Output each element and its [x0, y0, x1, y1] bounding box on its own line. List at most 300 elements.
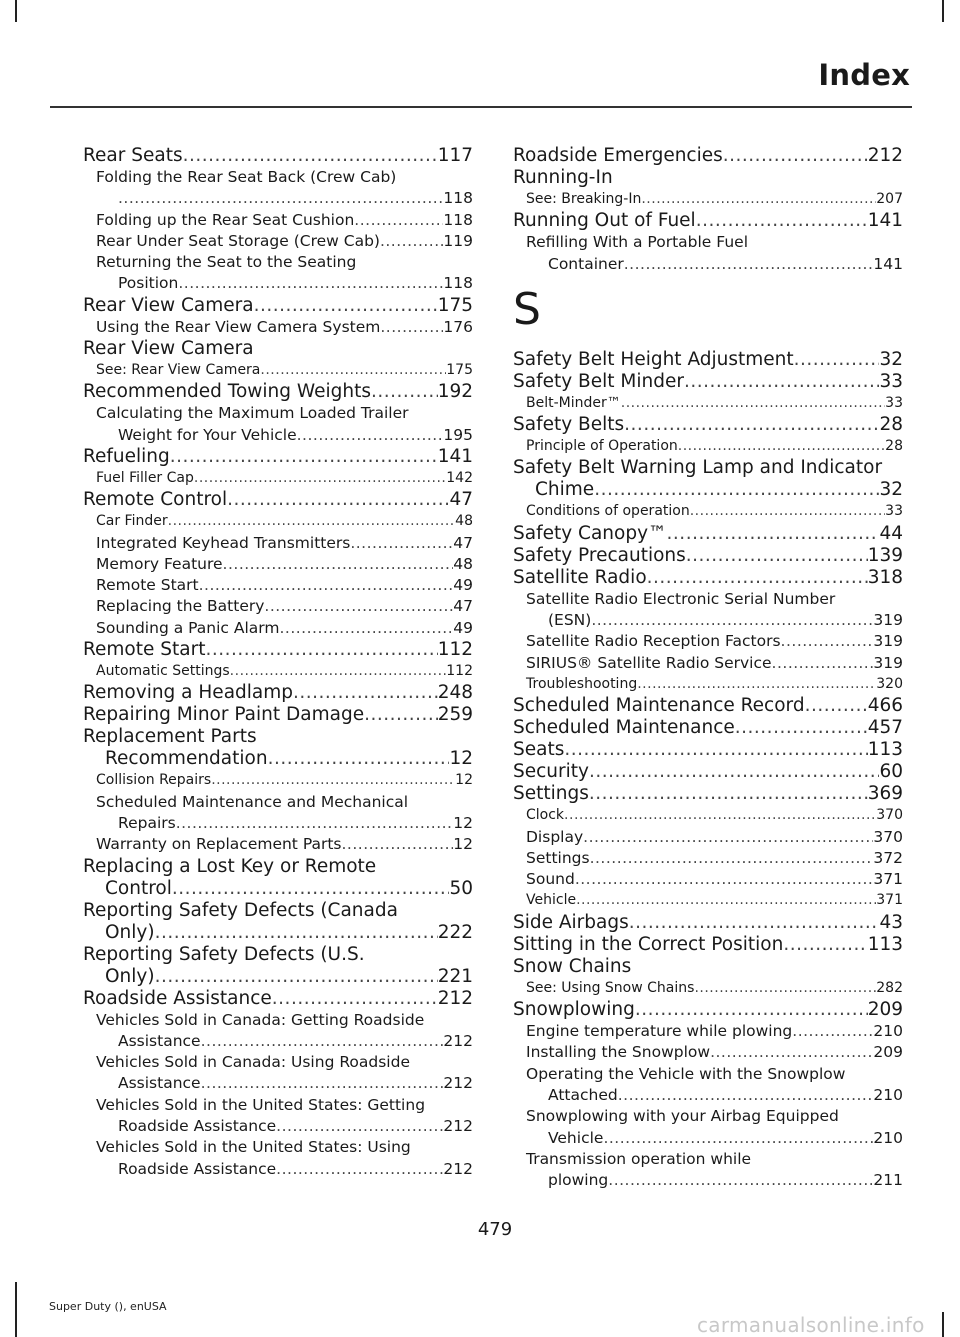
- entry-title: See: Using Snow Chains: [526, 979, 695, 996]
- entry-title: Remote Start: [96, 576, 199, 595]
- index-entry: [513, 210, 903, 232]
- entry-page-number: 248: [437, 682, 473, 704]
- entry-page-number: 175: [446, 362, 473, 379]
- index-subentry: [513, 1042, 903, 1063]
- dot-leader: [629, 912, 880, 934]
- dot-leader: [805, 695, 868, 717]
- entry-page-number: 210: [873, 1085, 903, 1104]
- index-subentry-text: Operating the Vehicle with the Snowplow: [526, 1064, 846, 1083]
- entry-page-number: 192: [437, 381, 473, 403]
- index-subentry: [513, 653, 903, 674]
- index-subentry: [83, 1031, 473, 1052]
- dot-leader: [618, 1085, 874, 1106]
- entry-title: Clock: [526, 807, 565, 824]
- dot-leader: [575, 869, 874, 890]
- index-subentry: [83, 596, 473, 617]
- entry-title: Scheduled Maintenance: [513, 717, 735, 739]
- dot-leader: [170, 446, 438, 468]
- dot-leader: [589, 783, 868, 805]
- entry-page-number: 48: [453, 554, 473, 573]
- entry-title: Seats: [513, 739, 565, 761]
- index-entry: [83, 639, 473, 661]
- index-subentry: [83, 210, 473, 231]
- index-subentry-text: Vehicles Sold in the United States: Using: [96, 1138, 411, 1157]
- dot-leader: [772, 653, 874, 674]
- dot-leader: [781, 631, 874, 652]
- entry-title: Troubleshooting: [526, 675, 638, 692]
- entry-title: Position: [118, 274, 179, 293]
- dot-leader: [364, 704, 438, 726]
- dot-leader: [260, 360, 446, 381]
- page-title: Index: [818, 58, 910, 92]
- dot-leader: [371, 381, 438, 403]
- dot-leader: [168, 511, 456, 532]
- dot-leader: [223, 554, 454, 575]
- index-heading: Reporting Safety Defects (U.S.: [83, 943, 365, 965]
- dot-leader: [576, 890, 876, 911]
- entry-page-number: 466: [867, 695, 903, 717]
- index-entry: [513, 695, 903, 717]
- index-subentry: [513, 436, 903, 457]
- entry-title: Settings: [526, 848, 590, 867]
- entry-title: Removing a Headlamp: [83, 682, 294, 704]
- entry-page-number: 370: [876, 807, 903, 824]
- entry-title: Engine temperature while plowing: [526, 1022, 793, 1041]
- entry-title: Vehicle: [548, 1128, 604, 1147]
- dot-leader: [723, 145, 868, 167]
- dot-leader: [268, 748, 450, 770]
- entry-page-number: 212: [867, 145, 903, 166]
- entry-page-number: 12: [453, 835, 473, 854]
- entry-page-number: 212: [443, 1117, 473, 1136]
- dot-leader: [380, 231, 443, 252]
- entry-page-number: 369: [867, 783, 903, 805]
- entry-page-number: 212: [443, 1159, 473, 1178]
- entry-title: Recommendation: [105, 748, 268, 770]
- entry-page-number: 112: [446, 663, 473, 680]
- entry-title: Roadside Assistance: [118, 1117, 277, 1136]
- entry-title: SIRIUS® Satellite Radio Service: [526, 653, 772, 672]
- entry-title: Installing the Snowplow: [526, 1043, 711, 1062]
- entry-title: Snowplowing: [513, 999, 635, 1021]
- entry-title: Sitting in the Correct Position: [513, 933, 784, 955]
- index-entry: [513, 145, 903, 167]
- entry-page-number: 118: [443, 189, 473, 208]
- dot-leader: [201, 1073, 444, 1094]
- entry-title: See: Breaking-In: [526, 191, 642, 207]
- index-subentry: [513, 978, 903, 999]
- index-entry: [83, 988, 473, 1010]
- entry-title: Rear Under Seat Storage (Crew Cab): [96, 231, 380, 250]
- index-entry: [513, 999, 903, 1021]
- index-entry: [513, 545, 903, 567]
- crop-mark-bottom-right: [942, 1312, 944, 1337]
- index-entry: [513, 479, 903, 501]
- dot-leader: [667, 523, 880, 545]
- dot-leader: [589, 761, 879, 783]
- index-subentry: [83, 188, 473, 209]
- dot-leader: [564, 805, 876, 826]
- dot-leader: [792, 1021, 873, 1042]
- index-subentry: [513, 631, 903, 652]
- index-subentry: [513, 1128, 903, 1149]
- index-subentry-text: Scheduled Maintenance and Mechanical: [96, 792, 409, 811]
- entry-page-number: 282: [876, 979, 903, 996]
- index-entry: [513, 523, 903, 545]
- entry-page-number: 33: [885, 394, 903, 411]
- index-entry: [83, 381, 473, 403]
- entry-page-number: 212: [443, 1031, 473, 1050]
- entry-title: Sounding a Panic Alarm: [96, 618, 280, 637]
- dot-leader: [155, 922, 438, 944]
- entry-page-number: 141: [867, 210, 903, 232]
- index-subentry: [83, 231, 473, 252]
- index-entry: [83, 922, 473, 944]
- entry-page-number: 141: [873, 254, 903, 273]
- entry-page-number: 32: [879, 479, 903, 501]
- entry-page-number: 60: [879, 761, 903, 783]
- index-subentry: [83, 317, 473, 338]
- dot-leader: [293, 682, 438, 704]
- dot-leader: [264, 596, 453, 617]
- entry-page-number: 118: [443, 210, 473, 229]
- entry-title: Container: [548, 254, 624, 273]
- dot-leader: [380, 317, 443, 338]
- dot-leader: [183, 145, 438, 167]
- entry-page-number: 113: [867, 739, 903, 761]
- entry-page-number: 44: [879, 522, 903, 544]
- entry-title: Folding up the Rear Seat Cushion: [96, 210, 355, 229]
- entry-page-number: 318: [867, 566, 903, 588]
- dot-leader: [205, 639, 437, 661]
- index-entry: [513, 349, 903, 371]
- entry-title: Collision Repairs: [96, 772, 212, 789]
- dot-leader: [637, 674, 876, 695]
- index-subentry: [83, 1116, 473, 1137]
- entry-page-number: 12: [449, 748, 473, 770]
- index-heading: Rear View Camera: [83, 338, 254, 360]
- dot-leader: [647, 567, 868, 589]
- index-subentry: [513, 610, 903, 631]
- dot-leader: [690, 501, 885, 522]
- entry-title: Roadside Assistance: [118, 1159, 277, 1178]
- entry-page-number: 175: [437, 294, 473, 316]
- index-subentry: [83, 813, 473, 834]
- watermark: carmanualsonline.info: [697, 1313, 925, 1337]
- index-subentry: [83, 511, 473, 532]
- dot-leader: [694, 978, 876, 999]
- dot-leader: [583, 827, 873, 848]
- entry-title: Roadside Emergencies: [513, 145, 723, 166]
- dot-leader: [590, 848, 874, 869]
- footer-edition: Super Duty (), enUSA: [49, 1300, 167, 1313]
- dot-leader: [155, 966, 438, 988]
- entry-page-number: 112: [437, 639, 473, 661]
- entry-title: Automatic Settings: [96, 663, 230, 680]
- dot-leader: [564, 739, 867, 761]
- entry-page-number: 28: [885, 438, 903, 455]
- entry-title: plowing: [548, 1171, 609, 1190]
- entry-page-number: 457: [867, 717, 903, 739]
- index-subentry: [513, 805, 903, 826]
- index-entry: [83, 682, 473, 704]
- entry-page-number: 210: [873, 1022, 903, 1041]
- index-subentry: [83, 273, 473, 294]
- entry-page-number: 259: [437, 704, 473, 726]
- index-subentry-text: Vehicles Sold in the United States: Getting: [96, 1095, 426, 1114]
- entry-title: See: Rear View Camera: [96, 362, 261, 379]
- index-subentry-text: Transmission operation while: [526, 1149, 752, 1168]
- entry-page-number: 43: [879, 911, 903, 933]
- dot-leader: [608, 1170, 873, 1191]
- entry-page-number: 222: [437, 921, 473, 943]
- index-subentry: [83, 1073, 473, 1094]
- entry-page-number: 207: [876, 191, 903, 207]
- index-entry: [513, 739, 903, 761]
- index-subentry: [83, 661, 473, 682]
- index-subentry: [83, 1159, 473, 1180]
- entry-page-number: 141: [437, 445, 473, 467]
- index-entry: [513, 567, 903, 589]
- entry-title: Safety Precautions: [513, 544, 686, 566]
- index-entry: [83, 748, 473, 770]
- index-entry: [513, 371, 903, 393]
- dot-leader: [641, 189, 876, 210]
- entry-page-number: 212: [443, 1074, 473, 1093]
- entry-page-number: 209: [873, 1043, 903, 1062]
- entry-title: Integrated Keyhead Transmitters: [96, 533, 351, 552]
- dot-leader: [603, 1128, 873, 1149]
- entry-title: Repairing Minor Paint Damage: [83, 704, 365, 726]
- entry-page-number: 119: [443, 231, 473, 250]
- dot-leader: [624, 414, 879, 436]
- index-subentry: [83, 554, 473, 575]
- entry-title: Assistance: [118, 1031, 201, 1050]
- entry-title: Settings: [513, 783, 589, 805]
- dot-leader: [678, 436, 885, 457]
- entry-title: Security: [513, 761, 589, 783]
- entry-title: Roadside Assistance: [83, 987, 272, 1009]
- entry-page-number: 319: [873, 653, 903, 672]
- entry-title: Conditions of operation: [526, 503, 690, 520]
- dot-leader: [297, 425, 444, 446]
- index-subentry: [83, 575, 473, 596]
- entry-page-number: 210: [873, 1128, 903, 1147]
- index-subentry-text: Vehicles Sold in Canada: Getting Roadside: [96, 1010, 425, 1029]
- dot-leader: [735, 717, 868, 739]
- page-number: 479: [477, 1219, 513, 1240]
- dot-leader: [686, 545, 868, 567]
- entry-title: Memory Feature: [96, 554, 223, 573]
- dot-leader: [710, 1042, 873, 1063]
- index-heading: Replacement Parts: [83, 726, 257, 748]
- entry-page-number: 371: [876, 892, 903, 909]
- dot-leader: [594, 479, 879, 501]
- dot-leader: [230, 661, 447, 682]
- dot-leader: [279, 618, 453, 639]
- crop-mark-top-right: [942, 0, 944, 22]
- dot-leader: [794, 349, 880, 371]
- index-entry: [513, 717, 903, 739]
- index-subentry: [513, 1085, 903, 1106]
- index-subentry: [513, 848, 903, 869]
- entry-title: Fuel Filler Cap: [96, 469, 194, 486]
- entry-page-number: 12: [453, 813, 473, 832]
- entry-title: Using the Rear View Camera System: [96, 317, 381, 336]
- entry-page-number: 32: [879, 348, 903, 370]
- index-subentry-text: Folding the Rear Seat Back (Crew Cab): [96, 168, 397, 186]
- entry-title: Car Finder: [96, 513, 168, 530]
- index-entry: [513, 934, 903, 956]
- entry-page-number: 139: [867, 544, 903, 566]
- index-subentry: [83, 360, 473, 381]
- entry-title: Assistance: [118, 1074, 201, 1093]
- entry-title: Running Out of Fuel: [513, 210, 696, 232]
- index-subentry: [83, 834, 473, 855]
- dot-leader: [342, 834, 454, 855]
- index-entry: [83, 295, 473, 317]
- entry-title: Weight for Your Vehicle: [118, 425, 297, 444]
- entry-title: Satellite Radio: [513, 566, 647, 588]
- entry-page-number: 49: [453, 618, 473, 637]
- dot-leader: [227, 489, 449, 511]
- index-entry: [83, 704, 473, 726]
- index-entry: [513, 761, 903, 783]
- dot-leader: [783, 934, 867, 956]
- entry-title: Only): [105, 965, 155, 987]
- entry-page-number: 12: [455, 772, 473, 789]
- entry-page-number: 195: [443, 425, 473, 444]
- index-subentry-text: Snowplowing with your Airbag Equipped: [526, 1107, 839, 1126]
- index-entry: [83, 966, 473, 988]
- entry-title: Display: [526, 827, 584, 846]
- index-subentry: [513, 1170, 903, 1191]
- dot-leader: [276, 1159, 443, 1180]
- entry-title: Only): [105, 921, 155, 943]
- entry-title: Safety Belts: [513, 414, 625, 436]
- index-subentry-text: Returning the Seat to the Seating: [96, 253, 357, 272]
- dot-leader: [684, 371, 879, 393]
- dot-leader: [624, 254, 874, 275]
- entry-title: Remote Control: [83, 489, 228, 511]
- entry-page-number: 113: [867, 933, 903, 955]
- dot-leader: [211, 770, 455, 791]
- entry-page-number: 371: [873, 870, 903, 889]
- entry-page-number: 142: [446, 469, 473, 486]
- entry-title: Rear View Camera: [83, 294, 254, 316]
- index-column-right: [513, 145, 903, 1191]
- index-entry: [513, 912, 903, 934]
- index-subentry-text: Calculating the Maximum Loaded Trailer: [96, 404, 409, 423]
- index-subentry: [513, 501, 903, 522]
- dot-leader: [194, 468, 446, 489]
- index-subentry: [513, 869, 903, 890]
- index-heading: Replacing a Lost Key or Remote: [83, 855, 377, 877]
- entry-title: Remote Start: [83, 639, 206, 661]
- entry-title: Repairs: [118, 813, 176, 832]
- entry-page-number: 33: [879, 370, 903, 392]
- entry-page-number: 47: [449, 489, 473, 511]
- entry-title: Warranty on Replacement Parts: [96, 835, 342, 854]
- index-entry: [83, 145, 473, 167]
- section-letter: S: [513, 283, 541, 335]
- entry-title: Side Airbags: [513, 911, 629, 933]
- dot-leader: [696, 210, 868, 232]
- entry-title: Attached: [548, 1085, 618, 1104]
- index-subentry: [83, 468, 473, 489]
- index-subentry: [513, 890, 903, 911]
- dot-leader: [591, 610, 873, 631]
- crop-mark-bottom-left: [15, 1282, 17, 1337]
- entry-title: Vehicle: [526, 892, 577, 909]
- entry-title: Satellite Radio Reception Factors: [526, 632, 781, 651]
- index-subentry: [513, 393, 903, 414]
- entry-title: Scheduled Maintenance Record: [513, 695, 805, 717]
- entry-page-number: 48: [455, 513, 473, 530]
- index-entry: [83, 446, 473, 468]
- entry-title: Safety Canopy™: [513, 522, 667, 544]
- entry-page-number: 221: [437, 965, 473, 987]
- index-heading: Snow Chains: [513, 955, 632, 977]
- index-subentry-text: Refilling With a Portable Fuel: [526, 233, 748, 252]
- index-heading: Reporting Safety Defects (Canada: [83, 899, 398, 921]
- entry-title: Chime: [535, 479, 595, 501]
- entry-title: Belt-Minder™: [526, 394, 621, 411]
- index-entry: [513, 783, 903, 805]
- dot-leader: [199, 575, 454, 596]
- entry-page-number: 28: [879, 414, 903, 436]
- dot-leader: [172, 878, 450, 900]
- entry-page-number: 372: [873, 848, 903, 867]
- dot-leader: [176, 813, 454, 834]
- index-subentry: [513, 189, 903, 210]
- index-entry: [513, 414, 903, 436]
- dot-leader: [178, 273, 443, 294]
- entry-title: Safety Belt Height Adjustment: [513, 348, 794, 370]
- entry-page-number: 370: [873, 827, 903, 846]
- dot-leader: [354, 210, 443, 231]
- entry-page-number: 49: [453, 576, 473, 595]
- title-divider: [50, 106, 912, 108]
- dot-leader: [350, 533, 453, 554]
- dot-leader: [621, 393, 885, 414]
- entry-title: Rear Seats: [83, 145, 183, 166]
- entry-title: (ESN): [548, 611, 592, 630]
- entry-page-number: 212: [437, 987, 473, 1009]
- index-subentry: [513, 254, 903, 275]
- index-subentry: [83, 618, 473, 639]
- dot-leader: [201, 1031, 444, 1052]
- entry-page-number: 319: [873, 632, 903, 651]
- index-subentry-text: Vehicles Sold in Canada: Using Roadside: [96, 1053, 410, 1072]
- crop-mark-top-left: [15, 0, 17, 22]
- index-subentry: [513, 674, 903, 695]
- entry-title: Sound: [526, 870, 575, 889]
- entry-page-number: 47: [453, 597, 473, 616]
- entry-title: Replacing the Battery: [96, 597, 265, 616]
- index-heading: Safety Belt Warning Lamp and Indicator: [513, 457, 883, 479]
- entry-title: Safety Belt Minder: [513, 370, 684, 392]
- index-heading: Running-In: [513, 167, 613, 188]
- entry-page-number: 33: [885, 503, 903, 520]
- entry-page-number: 50: [449, 877, 473, 899]
- index-subentry: [83, 425, 473, 446]
- index-subentry-text: Satellite Radio Electronic Serial Number: [526, 589, 836, 608]
- dot-leader: [254, 295, 438, 317]
- entry-page-number: 209: [867, 999, 903, 1021]
- entry-page-number: 118: [443, 274, 473, 293]
- dot-leader: [272, 988, 438, 1010]
